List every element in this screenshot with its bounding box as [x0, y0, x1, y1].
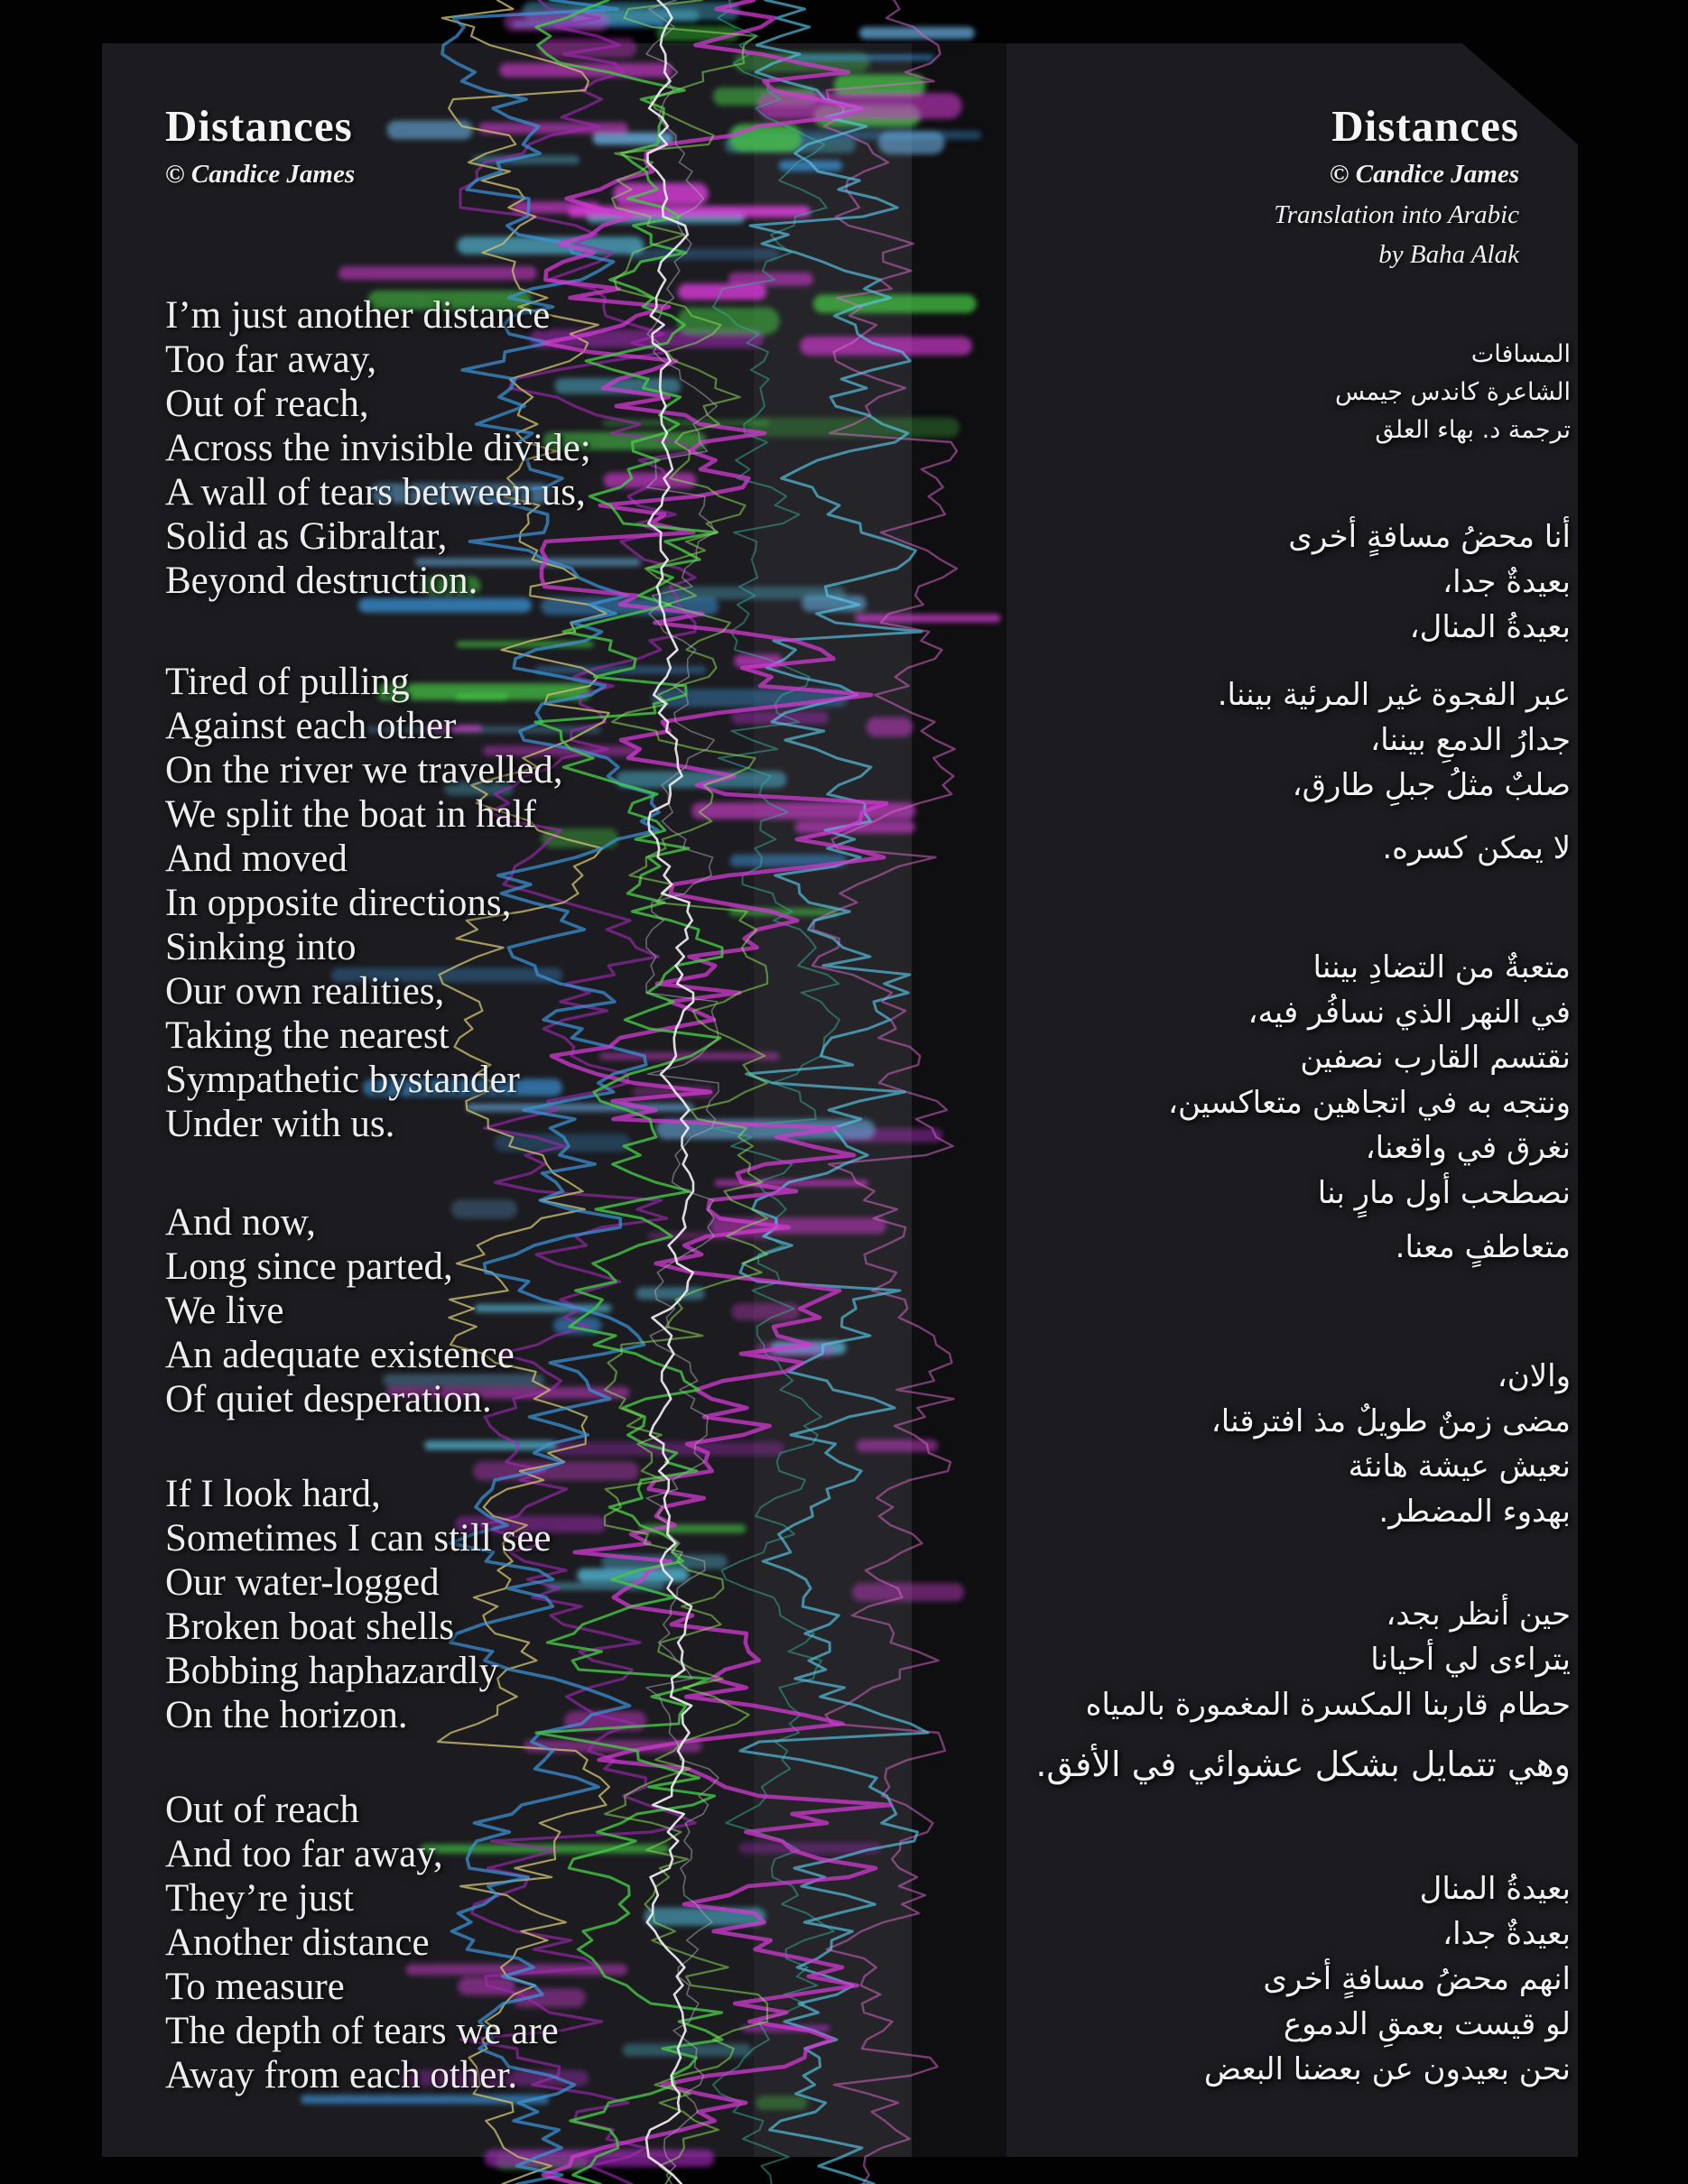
poem-line: Our own realities, [165, 970, 445, 1013]
english-stanza-1 [165, 293, 591, 603]
english-stanza-2 [165, 660, 563, 1146]
poem-line: Taking the nearest [165, 1014, 450, 1057]
arabic-line: وهي تتمايل بشكل عشوائي في الأفق. [1035, 1744, 1571, 1784]
arabic-line: متعبةٌ من التضادِ بيننا [1312, 949, 1571, 986]
english-stanza-4 [165, 1472, 552, 1737]
poem-line: Our water-logged [165, 1561, 440, 1604]
poem-line: Sometimes I can still see [165, 1517, 552, 1559]
poem-line: Out of reach [165, 1789, 359, 1831]
arabic-line: يتراءى لي أحيانا [1370, 1642, 1571, 1678]
poem-line: To measure [165, 1966, 345, 2008]
arabic-translation-header [1274, 99, 1519, 274]
arabic-line: في النهر الذي نسافُر فيه، [1247, 995, 1571, 1031]
poem-line: Across the invisible divide; [165, 427, 591, 469]
english-header [165, 99, 355, 195]
arabic-line: بعيدةٌ جدا، [1442, 564, 1571, 600]
arabic-line: لو قيست بعمقِ الدموع [1283, 2006, 1571, 2042]
poem-byline-english: © Candice James [165, 160, 356, 189]
arabic-line: بعيدةُ المنال، [1409, 609, 1571, 645]
poem-line: If I look hard, [165, 1473, 381, 1515]
arabic-stanza-3 [1382, 826, 1571, 871]
arabic-line: متعاطفٍ معنا. [1395, 1229, 1571, 1265]
poem-line: Of quiet desperation. [165, 1378, 492, 1421]
poem-line: Sinking into [165, 926, 357, 968]
poem-line: We split the boat in half [165, 793, 536, 836]
poem-title-english: Distances [165, 101, 353, 151]
arabic-line: نغرق في واقعنا، [1365, 1130, 1571, 1166]
poem-line: They’re just [165, 1877, 354, 1920]
poem-line: We live [165, 1290, 284, 1332]
arabic-stanza-9 [1204, 1866, 1571, 2092]
translation-subtitle: Translation into Arabic [1274, 200, 1519, 229]
poem-line: In opposite directions, [165, 882, 512, 924]
arabic-line: صلبٌ مثلُ جبلِ طارق، [1292, 767, 1571, 803]
arabic-line: لا يمكن كسره. [1382, 830, 1571, 866]
poem-line: And moved [165, 838, 348, 880]
poem-line: And too far away, [165, 1833, 443, 1875]
poem-line: Too far away, [165, 338, 377, 381]
arabic-line: انهم محضُ مسافةٍ أخرى [1263, 1961, 1571, 1997]
arabic-line: بهدوء المضطر. [1378, 1494, 1571, 1530]
arabic-line: ونتجه به في اتجاهين متعاكسين، [1168, 1085, 1571, 1121]
arabic-stanza-7 [1086, 1592, 1571, 1727]
poem-line: Broken boat shells [165, 1606, 455, 1648]
poem-line: An adequate existence [165, 1334, 515, 1376]
poem-line: Long since parted, [165, 1245, 453, 1288]
arabic-header-line: الشاعرة كاندس جيمس [1335, 378, 1571, 406]
arabic-line: عبر الفجوة غير المرئية بيننا. [1217, 677, 1571, 713]
poem-line: The depth of tears we are [165, 2010, 559, 2052]
arabic-line: جدارُ الدمعِ بيننا، [1370, 722, 1571, 758]
poem-line: Out of reach, [165, 383, 369, 425]
poem-line: Bobbing haphazardly [165, 1650, 498, 1692]
poem-line: Tired of pulling [165, 661, 410, 703]
arabic-line: مضى زمنٌ طويلٌ مذ افترقنا، [1210, 1403, 1571, 1439]
arabic-line: نقتسم القارب نصفين [1300, 1040, 1571, 1076]
arabic-stanza-1 [1288, 514, 1571, 650]
arabic-header-line: ترجمة د. بهاء العلق [1375, 416, 1571, 444]
arabic-stanza-4 [1168, 945, 1571, 1216]
translator-credit: by Baha Alak [1378, 240, 1519, 269]
arabic-header-line: المسافات [1470, 340, 1571, 368]
arabic-title-block [1335, 336, 1571, 449]
arabic-line: نعيش عيشة هانئة [1348, 1448, 1571, 1485]
poem-byline-right: © Candice James [1329, 160, 1519, 189]
arabic-line: أنا محضُ مسافةٍ أخرى [1288, 519, 1571, 555]
poem-line: Under with us. [165, 1103, 395, 1145]
poem-title-right: Distances [1331, 101, 1519, 151]
arabic-line: حطام قاربنا المكسرة المغمورة بالمياه [1085, 1687, 1571, 1723]
poem-line: Solid as Gibraltar, [165, 515, 448, 558]
poem-line: On the river we travelled, [165, 749, 563, 791]
arabic-stanza-6 [1211, 1354, 1571, 1534]
arabic-stanza-8 [1035, 1742, 1571, 1787]
poem-line: Beyond destruction. [165, 560, 478, 602]
poem-line: Away from each other. [165, 2054, 518, 2096]
poem-line: Another distance [165, 1921, 430, 1964]
poem-line: A wall of tears between us, [165, 471, 586, 514]
poem-line: Sympathetic bystander [165, 1059, 520, 1101]
poem-line: And now, [165, 1201, 316, 1244]
arabic-line: بعيدةٌ جدا، [1442, 1916, 1571, 1952]
arabic-stanza-2 [1218, 672, 1571, 808]
arabic-line: بعيدةُ المنال [1419, 1871, 1571, 1907]
arabic-stanza-5 [1396, 1225, 1571, 1270]
english-stanza-3 [165, 1200, 515, 1421]
arabic-line: نحن بعيدون عن بعضنا البعض [1203, 2051, 1571, 2087]
poem-line: I’m just another distance [165, 294, 551, 337]
english-stanza-5 [165, 1788, 559, 2097]
arabic-line: والان، [1497, 1358, 1571, 1394]
arabic-line: نصطحب أول مارٍ بنا [1317, 1175, 1571, 1211]
poem-line: On the horizon. [165, 1694, 408, 1736]
arabic-line: حين أنظر بجد، [1386, 1596, 1571, 1633]
poem-line: Against each other [165, 705, 457, 747]
